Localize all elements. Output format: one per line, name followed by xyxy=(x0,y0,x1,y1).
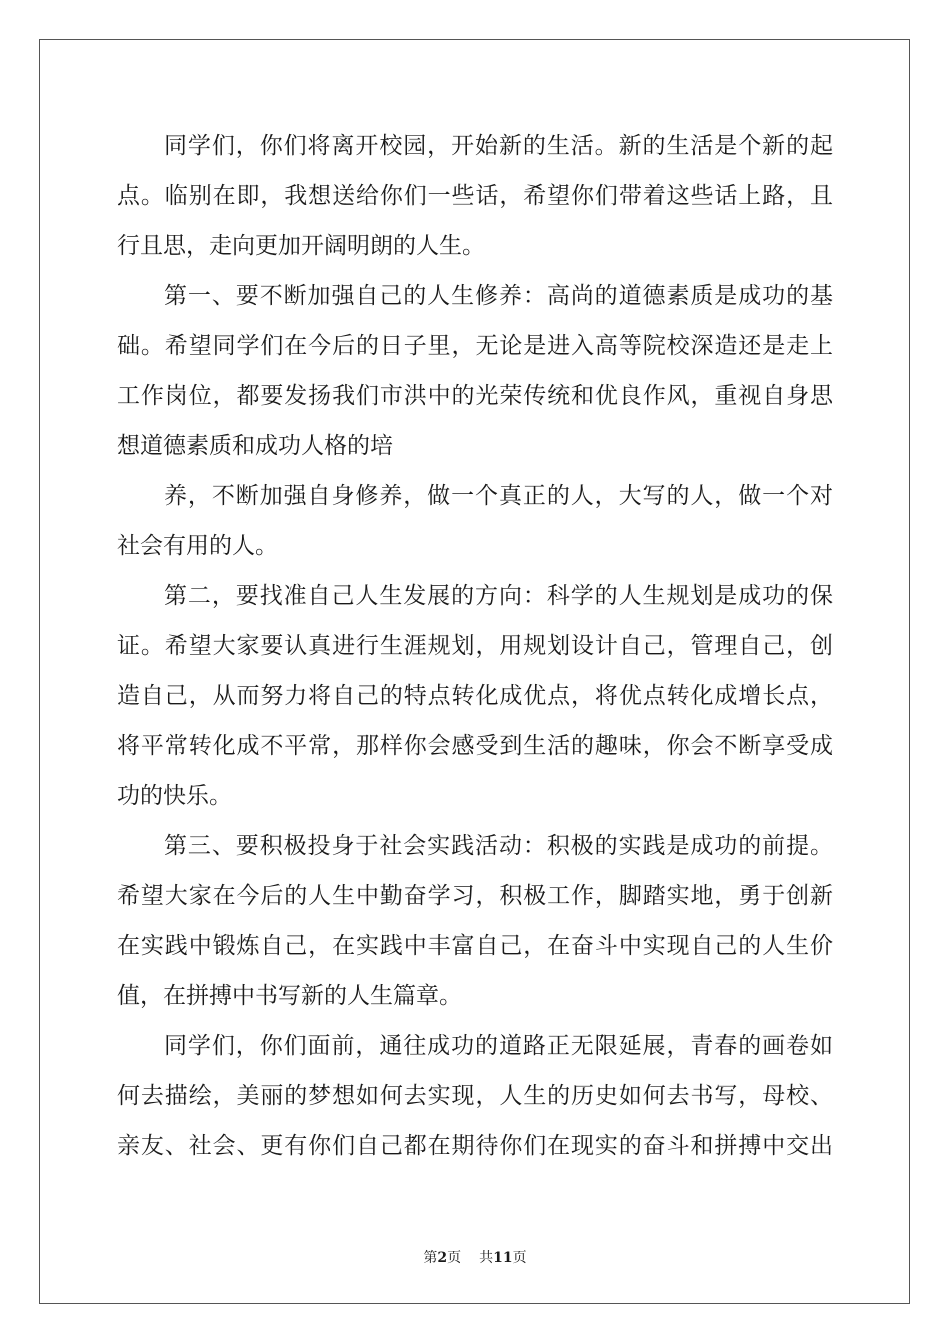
page-footer xyxy=(0,1247,950,1267)
text-line: 同学们，你们面前，通往成功的道路正无限延展，青春的画卷如 xyxy=(164,1033,833,1059)
text-line: 造自己，从而努力将自己的特点转化成优点，将优点转化成增长点， xyxy=(117,683,833,709)
text-line: 在实践中锻炼自己，在实践中丰富自己，在奋斗中实现自己的人生价 xyxy=(117,933,833,959)
text-line: 何去描绘，美丽的梦想如何去实现，人生的历史如何去书写，母校、 xyxy=(117,1083,833,1109)
total-pages: 11 xyxy=(493,1250,513,1266)
text-line: 功的快乐。 xyxy=(117,783,232,809)
text-line: 证。希望大家要认真进行生涯规划，用规划设计自己，管理自己，创 xyxy=(117,633,833,659)
text-line: 希望大家在今后的人生中勤奋学习，积极工作，脚踏实地，勇于创新 xyxy=(117,883,833,909)
text-line: 值，在拼搏中书写新的人生篇章。 xyxy=(117,983,462,1009)
page-prefix: 第 xyxy=(423,1250,438,1266)
text-line: 想道德素质和成功人格的培 xyxy=(117,433,393,459)
text-line: 同学们，你们将离开校园，开始新的生活。新的生活是个新的起 xyxy=(164,133,833,159)
text-line: 亲友、社会、更有你们自己都在期待你们在现实的奋斗和拼搏中交出 xyxy=(117,1133,833,1159)
text-line: 第一、要不断加强自己的人生修养：高尚的道德素质是成功的基 xyxy=(164,283,833,309)
text-line: 养，不断加强自身修养，做一个真正的人，大写的人，做一个对 xyxy=(164,483,833,509)
text-line: 第二，要找准自己人生发展的方向：科学的人生规划是成功的保 xyxy=(164,583,833,609)
text-line: 将平常转化成不平常，那样你会感受到生活的趣味，你会不断享受成 xyxy=(117,733,833,759)
text-line: 第三、要积极投身于社会实践活动：积极的实践是成功的前提。 xyxy=(164,833,833,859)
text-line: 点。临别在即，我想送给你们一些话，希望你们带着这些话上路，且 xyxy=(117,183,833,209)
text-line: 社会有用的人。 xyxy=(117,533,278,559)
total-suffix: 页 xyxy=(512,1250,527,1266)
text-line: 行且思，走向更加开阔明朗的人生。 xyxy=(117,233,485,259)
page-suffix: 页 xyxy=(447,1250,462,1266)
page-number: 2 xyxy=(437,1250,448,1266)
total-prefix: 共 xyxy=(479,1250,494,1266)
text-line: 础。希望同学们在今后的日子里，无论是进入高等院校深造还是走上 xyxy=(117,333,833,359)
text-line: 工作岗位，都要发扬我们市洪中的光荣传统和优良作风，重视自身思 xyxy=(117,383,833,409)
